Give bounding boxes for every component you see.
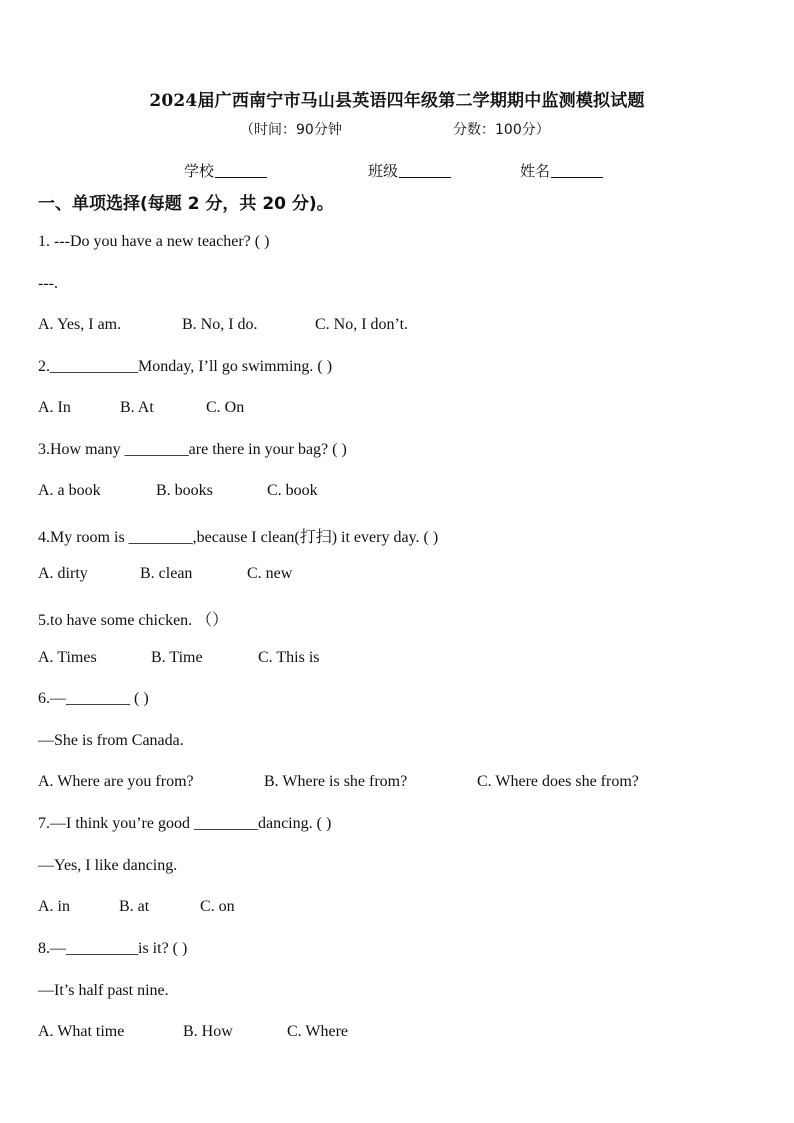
- question-5-option-b: B. Time: [151, 649, 203, 666]
- question-2-option-a: A. In: [38, 399, 71, 416]
- question-8-stem: 8.—_________is it? ( ): [38, 940, 188, 957]
- name-field: [520, 160, 603, 181]
- school-field: [184, 160, 267, 181]
- question-5-option-a: A. Times: [38, 649, 97, 666]
- question-6-option-b: B. Where is she from?: [264, 773, 408, 790]
- question-3-option-a: A. a book: [38, 482, 101, 499]
- question-2-option-b: B. At: [120, 399, 154, 416]
- question-8-option-c: C. Where: [287, 1023, 349, 1040]
- question-2-option-c: C. On: [206, 399, 245, 416]
- question-1-option-c: C. No, I don’t.: [315, 316, 409, 333]
- school-label: 学校: [184, 162, 215, 180]
- question-5-stem: 5.to have some chicken. （）: [38, 612, 229, 629]
- section-heading: 一、单项选择(每题 2 分，共 20 分)。: [38, 194, 334, 214]
- question-8-option-b: B. How: [183, 1023, 233, 1040]
- question-3-option-b: B. books: [156, 482, 213, 499]
- question-2-stem: 2.___________Monday, I’ll go swimming. ( ): [38, 358, 333, 375]
- question-7-option-b: B. at: [119, 898, 150, 915]
- question-8-option-a: A. What time: [38, 1023, 125, 1040]
- score-label: 分数：100分）: [453, 122, 550, 138]
- name-label: 姓名: [520, 162, 551, 180]
- question-8-reply: —It’s half past nine.: [38, 982, 169, 999]
- question-3-stem: 3.How many ________are there in your bag? ( ): [38, 441, 347, 458]
- question-7-option-a: A. in: [38, 898, 70, 915]
- time-label: （时间：90分钟: [240, 122, 342, 138]
- question-1-option-a: A. Yes, I am.: [38, 316, 122, 333]
- question-5-option-c: C. This is: [258, 649, 320, 666]
- question-1-stem: 1. ---Do you have a new teacher? ( ): [38, 233, 270, 250]
- name-blank: [551, 177, 603, 178]
- question-7-reply: —Yes, I like dancing.: [38, 857, 178, 874]
- question-4-stem: 4.My room is ________,because I clean(打扫) it every day. ( ): [38, 529, 439, 546]
- class-label: 班级: [368, 162, 399, 180]
- question-1-option-b: B. No, I do.: [182, 316, 258, 333]
- question-6-option-a: A. Where are you from?: [38, 773, 194, 790]
- question-6-stem: 6.—________ ( ): [38, 690, 149, 707]
- class-blank: [399, 177, 451, 178]
- question-4-option-a: A. dirty: [38, 565, 88, 582]
- school-blank: [215, 177, 267, 178]
- question-6-option-c: C. Where does she from?: [477, 773, 639, 790]
- class-field: [368, 160, 451, 181]
- exam-title: 2024届广西南宁市马山县英语四年级第二学期期中监测模拟试题: [149, 91, 645, 111]
- question-7-stem: 7.—I think you’re good ________dancing. ( ): [38, 815, 332, 832]
- question-6-reply: —She is from Canada.: [38, 732, 184, 749]
- question-3-option-c: C. book: [267, 482, 318, 499]
- question-7-option-c: C. on: [200, 898, 235, 915]
- question-1-reply: ---.: [38, 275, 58, 292]
- question-4-option-c: C. new: [247, 565, 293, 582]
- question-4-option-b: B. clean: [140, 565, 193, 582]
